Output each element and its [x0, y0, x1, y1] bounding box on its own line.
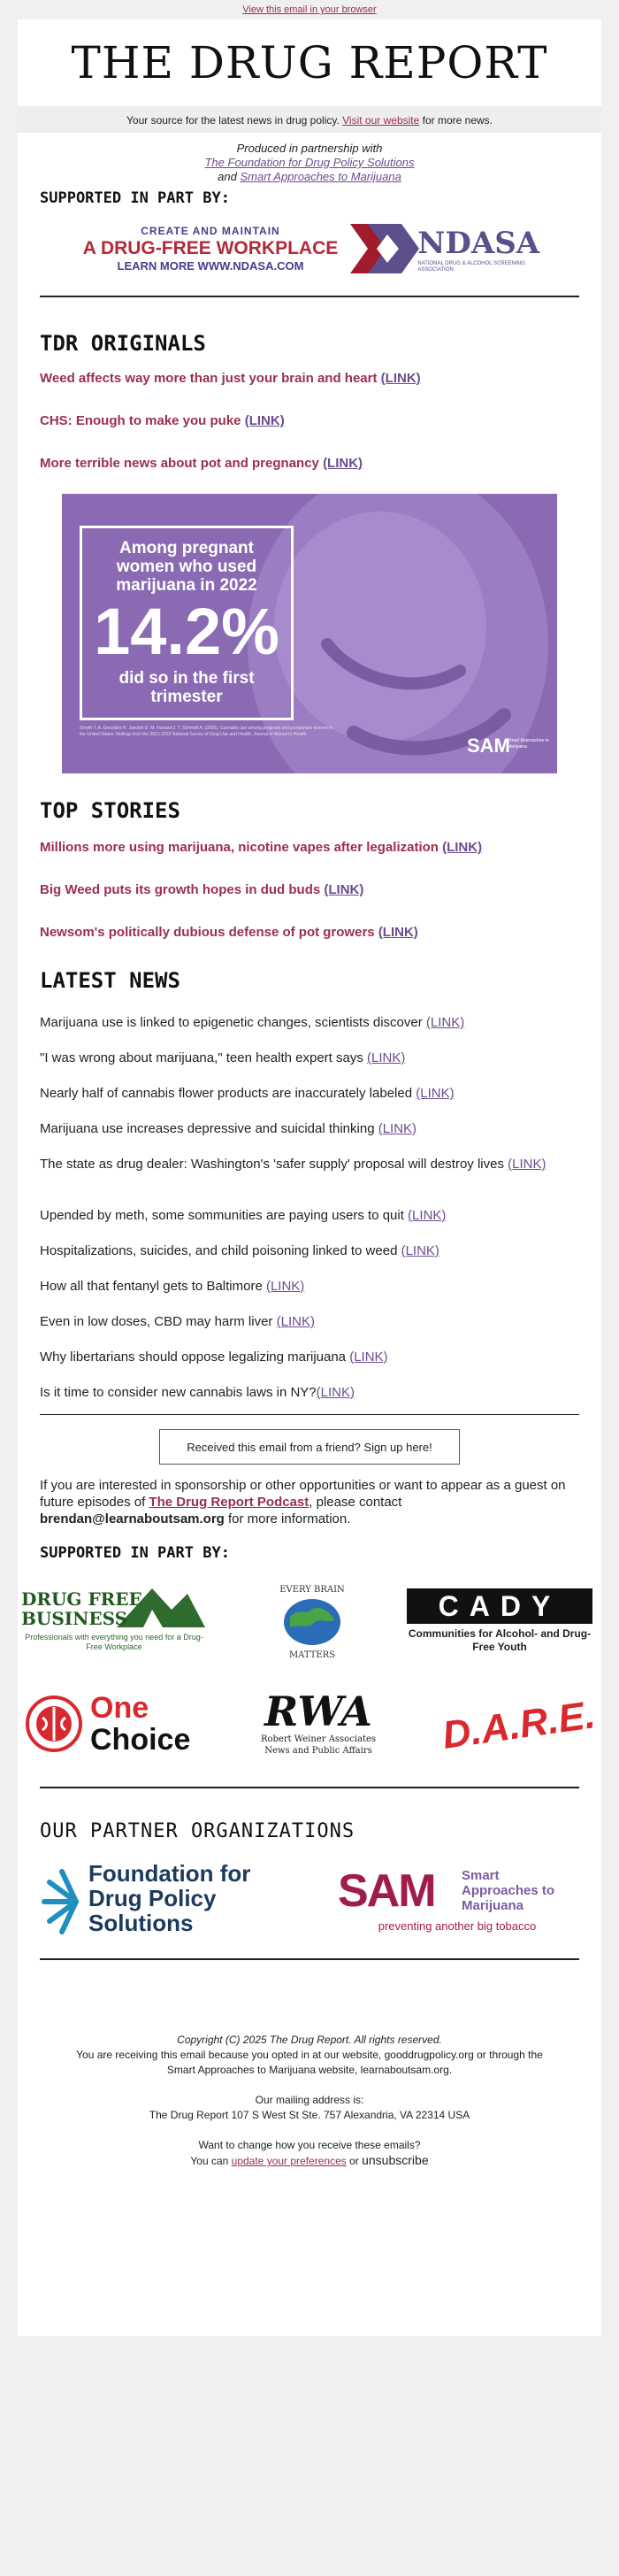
news-item-title: The state as drug dealer: Washington's 'safer supply' proposal will destroy lives — [40, 1157, 504, 1172]
top-story-item — [18, 924, 601, 959]
news-item — [18, 1085, 601, 1120]
footer-mailing-label: Our mailing address is: — [255, 2094, 364, 2106]
news-link[interactable]: (LINK) — [401, 1243, 439, 1258]
sponsorship-mid: , please contact — [309, 1495, 402, 1510]
news-link[interactable]: (LINK) — [508, 1157, 546, 1172]
news-item — [18, 1050, 601, 1085]
sam-right-3: Marijuana — [462, 1898, 524, 1913]
originals-heading: TDR ORIGINALS — [40, 331, 206, 356]
original-item — [18, 412, 601, 455]
cady-subtitle: Communities for Alcohol- and Drug-Free Youth — [408, 1627, 592, 1653]
top-story-title: Big Weed puts its growth hopes in dud buds — [40, 882, 321, 897]
ad-line-3: LEARN MORE WWW.NDASA.COM — [117, 259, 304, 273]
news-link[interactable]: (LINK) — [265, 1279, 305, 1294]
news-item-title: Hospitalizations, suicides, and child poisoning linked to weed — [40, 1243, 398, 1258]
news-link[interactable]: (LINK) — [367, 1050, 406, 1065]
dfb-title-2: BUSINESS — [21, 1608, 128, 1629]
footer-change: Want to change how you receive these emails? — [198, 2139, 421, 2151]
rwa-logo[interactable] — [252, 1689, 385, 1762]
fdps-link[interactable]: The Foundation for Drug Policy Solutions — [204, 156, 415, 169]
sponsors-heading: SUPPORTED IN PART BY: — [40, 1544, 230, 1562]
rwa-wordmark: RWA — [264, 1688, 372, 1735]
top-story-link[interactable]: (LINK) — [378, 925, 418, 940]
sam-right-1: Smart — [462, 1868, 500, 1883]
one-choice-word-2: Choice — [90, 1723, 191, 1757]
top-story-title: Newsom's politically dubious defense of pot growers — [40, 925, 375, 940]
infographic-caption: Among pregnant women who used marijuana in 2022 — [116, 539, 257, 595]
newsletter-title: THE DRUG REPORT — [71, 37, 548, 88]
dare-logo[interactable]: D.A.R.E. — [439, 1693, 599, 1757]
news-link[interactable]: (LINK) — [378, 1121, 417, 1136]
update-preferences-link[interactable]: update your preferences — [231, 2155, 347, 2167]
partners-heading: OUR PARTNER ORGANIZATIONS — [40, 1820, 355, 1842]
ndasa-ad-banner[interactable] — [18, 211, 601, 287]
news-link[interactable]: (LINK) — [416, 1086, 455, 1101]
news-item — [18, 1014, 601, 1050]
tagline-bar — [18, 106, 601, 133]
unsubscribe-link[interactable]: unsubscribe — [362, 2153, 429, 2167]
news-item — [18, 1242, 601, 1278]
news-item-title: Even in low doses, CBD may harm liver — [40, 1314, 273, 1329]
footer-reason: You are receiving this email because you opted in at our website, gooddrugpolicy.org or through the Smart Approaches to Marijuana website, learnaboutsam.org. — [76, 2049, 543, 2076]
footer-copyright: Copyright (C) 2025 The Drug Report. All rights reserved. — [177, 2034, 442, 2046]
news-item — [18, 1207, 601, 1242]
news-item-title: Is it time to consider new cannabis laws in NY? — [40, 1385, 317, 1400]
ebm-top: EVERY BRAIN — [279, 1585, 345, 1595]
infographic-subcaption: did so in the first trimester — [118, 669, 255, 706]
ebm-bottom: MATTERS — [288, 1650, 336, 1660]
pregnancy-infographic[interactable] — [62, 494, 557, 773]
original-link[interactable]: (LINK) — [244, 413, 285, 428]
news-item-title: Nearly half of cannabis flower products are inaccurately labeled — [40, 1086, 413, 1101]
originals-list — [18, 370, 601, 494]
view-in-browser-link[interactable]: View this email in your browser — [242, 4, 377, 15]
news-item — [18, 1313, 601, 1349]
original-item — [18, 370, 601, 412]
news-item — [18, 1349, 601, 1384]
news-link[interactable]: (LINK) — [276, 1314, 315, 1329]
sponsorship-post: for more information. — [228, 1511, 351, 1526]
infographic-stat-box — [80, 526, 294, 720]
rwa-subtitle-1: Robert Weiner Associates — [260, 1734, 377, 1744]
sam-wordmark: SAM — [338, 1865, 435, 1917]
drug-free-business-logo[interactable] — [21, 1583, 212, 1663]
fdps-line-3: Solutions — [88, 1910, 194, 1936]
fdps-burst-icon — [37, 1866, 87, 1937]
partnership-intro: Produced in partnership with — [236, 142, 383, 155]
latest-news-list — [18, 1014, 601, 1414]
sam-link[interactable]: Smart Approaches to Marijuana — [240, 170, 401, 183]
one-choice-word-1: One — [90, 1691, 149, 1725]
infographic-stat: 14.2% — [94, 595, 279, 668]
tagline-suffix: for more news. — [422, 114, 493, 127]
tagline-text: Your source for the latest news in drug policy. — [126, 114, 340, 127]
one-choice-logo[interactable] — [25, 1689, 210, 1760]
dfb-subtitle: Professionals with everything you need for a Drug-Free Workplace — [25, 1633, 203, 1651]
partnership-and: and — [218, 170, 237, 183]
sponsor-row — [18, 1689, 601, 1787]
top-story-item — [18, 881, 601, 924]
top-story-item — [18, 839, 601, 881]
original-item — [18, 455, 601, 494]
news-item-title: Why libertarians should oppose legalizing marijuana — [40, 1350, 347, 1365]
top-story-link[interactable]: (LINK) — [442, 840, 483, 855]
ndasa-logo — [350, 217, 540, 281]
infographic-brand: SAM — [467, 734, 510, 757]
footer — [18, 2033, 601, 2169]
news-item — [18, 1278, 601, 1313]
partnership-block — [18, 133, 601, 186]
every-brain-matters-logo[interactable] — [268, 1585, 356, 1665]
cady-wordmark: CADY — [407, 1588, 592, 1624]
fdps-line-2: Drug Policy — [88, 1885, 217, 1911]
infographic-source: Smyth T. A. Gonzales R. Jaeckle D. M. Howard J. T. Schmidt A. (2025). Cannabis use among pregnant and postpartum women in the United States: findings from the 2021-2022 National Survey of Drug Use and Health. Journal of Women's Health. — [80, 726, 333, 737]
original-item-title: Weed affects way more than just your brain and heart — [40, 371, 378, 386]
masthead — [18, 19, 601, 106]
footer-or: or — [349, 2155, 359, 2167]
news-item-title: Marijuana use is linked to epigenetic changes, scientists discover — [40, 1015, 423, 1030]
rwa-subtitle-2: News and Public Affairs — [264, 1746, 372, 1756]
latest-news-heading: LATEST NEWS — [40, 968, 180, 993]
top-bar — [18, 0, 601, 19]
ad-line-2: A DRUG-FREE WORKPLACE — [82, 238, 339, 258]
news-item — [18, 1156, 601, 1207]
original-link[interactable]: (LINK) — [323, 456, 363, 471]
top-stories-list — [18, 839, 601, 959]
news-item-title: Marijuana use increases depressive and suicidal thinking — [40, 1121, 375, 1136]
infographic-brand-sub: Smart Approaches to Marijuana — [508, 738, 549, 750]
original-item-title: CHS: Enough to make you puke — [40, 413, 241, 428]
brain-icon — [25, 1695, 83, 1753]
top-stories-heading: TOP STORIES — [40, 798, 180, 823]
ndasa-logo-sub: NATIONAL DRUG & ALCOHOL SCREENING ASSOCIATION — [417, 261, 525, 273]
news-item — [18, 1384, 601, 1414]
news-link[interactable]: (LINK) — [408, 1208, 447, 1223]
sponsorship-pre: If you are interested in sponsorship or other opportunities or want to appear as a guest on future episodes of — [40, 1478, 566, 1510]
news-link[interactable]: (LINK) — [316, 1385, 355, 1400]
partner-logos — [18, 1861, 601, 1958]
original-item-title: More terrible news about pot and pregnancy — [40, 456, 319, 471]
email-container — [18, 0, 601, 2336]
fdps-logo[interactable] — [37, 1861, 258, 1941]
signup-button[interactable]: Received this email from a friend? Sign up here! — [159, 1429, 460, 1465]
news-item-title: How all that fentanyl gets to Baltimore — [40, 1279, 263, 1294]
sam-tagline: preventing another big tobacco — [378, 1919, 537, 1933]
news-item-title: "I was wrong about marijuana," teen health expert says — [40, 1050, 368, 1065]
top-story-link[interactable]: (LINK) — [324, 882, 364, 897]
top-story-title: Millions more using marijuana, nicotine vapes after legalization — [40, 840, 439, 855]
podcast-link[interactable]: The Drug Report Podcast — [149, 1495, 310, 1510]
contact-email[interactable]: brendan@learnaboutsam.org — [40, 1511, 225, 1526]
news-link[interactable]: (LINK) — [425, 1015, 465, 1030]
sam-logo[interactable] — [338, 1865, 577, 1944]
ndasa-logo-text: NDASA — [417, 226, 540, 261]
ad-line-1: CREATE AND MAINTAIN — [141, 225, 280, 237]
dfb-title-1: DRUG FREE — [21, 1588, 142, 1610]
news-item-title: Upended by meth, some sommunities are paying users to quit — [40, 1208, 404, 1223]
sponsor-row — [18, 1583, 601, 1689]
news-link[interactable]: (LINK) — [349, 1350, 388, 1365]
ndasa-ad-text — [83, 222, 339, 275]
supported-heading: SUPPORTED IN PART BY: — [40, 189, 230, 207]
visit-website-link[interactable]: Visit our website — [342, 114, 420, 127]
cady-logo[interactable] — [407, 1588, 592, 1659]
footer-address: The Drug Report 107 S West St Ste. 757 Alexandria, VA 22314 USA — [149, 2109, 470, 2121]
fdps-line-1: Foundation for — [88, 1860, 251, 1887]
sam-right-2: Approaches to — [462, 1883, 555, 1898]
footer-you-can: You can — [190, 2155, 229, 2167]
brain-globe-icon — [281, 1597, 343, 1647]
sponsorship-text — [18, 1465, 601, 1544]
news-item — [18, 1120, 601, 1156]
original-link[interactable]: (LINK) — [380, 371, 421, 386]
